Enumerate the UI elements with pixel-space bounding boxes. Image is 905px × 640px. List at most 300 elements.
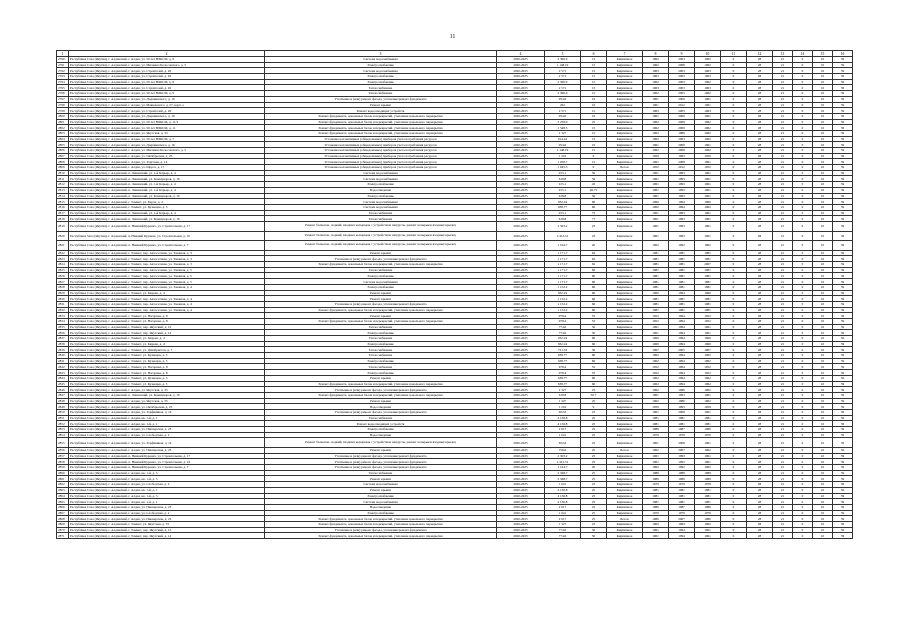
table-cell: 2834 <box>57 318 69 324</box>
table-cell: 774.6 <box>545 527 581 533</box>
table-cell: Теплоснабжение <box>265 336 497 342</box>
table-cell: 25 <box>581 521 607 527</box>
table-cell: 60 <box>581 375 607 381</box>
table-cell: Республика Саха (Якутия), г. Алданский, г. Алдан, кв. 1-й, д. 5 <box>69 476 265 482</box>
column-header: 5 <box>545 51 581 57</box>
table-cell: 28 <box>747 125 773 131</box>
table-cell: 59 <box>833 438 853 448</box>
table-cell: 2829 <box>57 290 69 296</box>
table-cell: 10 <box>813 521 833 527</box>
table-cell: 1961 <box>695 221 721 231</box>
table-cell: 0 <box>721 125 747 131</box>
table-cell: 21 <box>773 358 793 364</box>
table-row <box>57 221 853 231</box>
table-cell: 2020-2025 <box>497 136 545 142</box>
table-cell: 2808 <box>57 159 69 165</box>
table-cell: 2842 <box>57 364 69 370</box>
table-cell: Электроснабжение <box>265 79 497 85</box>
table-cell: 2854 <box>57 432 69 438</box>
table-cell: 618.8 <box>545 193 581 199</box>
table-cell: Республика Саха (Якутия), г. Алданский, г. Алдан, ул. Маяковского, д. 27, корп. а <box>69 102 265 108</box>
table-cell: 1993 <box>669 453 695 459</box>
table-cell: 59 <box>833 62 853 68</box>
table-cell: 28 <box>747 148 773 154</box>
table-cell: 1952 <box>643 318 669 324</box>
table-cell: 1952 <box>695 313 721 319</box>
table-cell: 0 <box>721 336 747 342</box>
table-cell: 19 <box>581 96 607 102</box>
table-cell: 2020-2025 <box>497 142 545 148</box>
table-cell: Ремонт крыши <box>265 487 497 493</box>
table-cell: 618.8 <box>545 392 581 398</box>
table-cell: 0 <box>793 476 813 482</box>
table-cell: 1981 <box>695 415 721 421</box>
table-cell: 28 <box>747 290 773 296</box>
table-cell: 2792 <box>57 68 69 74</box>
table-cell: Кирпичное <box>607 153 643 159</box>
table-cell: 1981 <box>695 273 721 279</box>
table-cell: 28 <box>747 415 773 421</box>
table-cell: Система водоснабжения <box>265 176 497 182</box>
table-cell: 21 <box>773 341 793 347</box>
table-cell: 28 <box>747 91 773 97</box>
table-cell: Система водоснабжения <box>265 68 497 74</box>
table-cell: 0 <box>721 199 747 205</box>
table-cell: 0 <box>793 465 813 471</box>
table-cell: Установка коллективных (общедомовых) приборов учета потребления ресурсов <box>265 159 497 165</box>
table-cell: 21 <box>773 279 793 285</box>
table-cell: Утепление и (или) ремонт фасада, утепление/ремонт фундамента <box>265 527 497 533</box>
table-cell: 1962 <box>695 398 721 404</box>
table-cell: 1993 <box>669 459 695 465</box>
table-cell: Водоотведение <box>265 504 497 510</box>
table-cell: 2020-2025 <box>497 296 545 302</box>
table-cell: Республика Саха (Якутия), г. Алданский, г. Томмот, ул. Кузнецов, д. 5 <box>69 353 265 359</box>
table-cell: 59 <box>833 216 853 222</box>
table-cell: 28 <box>747 136 773 142</box>
table-cell: 21 <box>773 125 793 131</box>
table-cell: 10 <box>813 250 833 256</box>
table-cell: 59 <box>833 318 853 324</box>
table-cell: 59 <box>833 113 853 119</box>
table-cell: 1962 <box>695 387 721 393</box>
table-cell: 59 <box>833 370 853 376</box>
table-cell: 21 <box>773 510 793 516</box>
table-cell: 21 <box>773 57 793 63</box>
table-cell: Бетон <box>607 165 643 171</box>
table-cell: Система водоснабжения <box>265 57 497 63</box>
table-cell: 2 017 <box>545 516 581 522</box>
table-cell: 2020-2025 <box>497 256 545 262</box>
table-cell: 1962 <box>643 387 669 393</box>
table-cell: Ремонт фундамента, цокольных балок и перекрытий, утепление цокольного перекрытия <box>265 262 497 268</box>
table-cell: 2850 <box>57 409 69 415</box>
table-cell: 28 <box>747 470 773 476</box>
table-cell: Система водоснабжения <box>265 170 497 176</box>
table-cell: 1994 <box>669 370 695 376</box>
table-cell: 1961 <box>643 159 669 165</box>
table-cell: Ремонт фундамента, цокольных балок и перекрытий, утепление цокольного перекрытия <box>265 119 497 125</box>
table-cell: 28 <box>747 421 773 427</box>
table-cell: 21 <box>773 347 793 353</box>
table-cell: 21 <box>773 193 793 199</box>
table-cell: 2 412.51 <box>545 231 581 241</box>
table-cell: 28 <box>747 324 773 330</box>
table-cell: 15 <box>581 74 607 80</box>
table-cell: 2 348.7 <box>545 470 581 476</box>
table-cell: 0 <box>793 273 813 279</box>
table-cell: 1961 <box>643 438 669 448</box>
table-cell: 15 <box>581 159 607 165</box>
table-cell: 10 <box>813 421 833 427</box>
table-cell: 2020-2025 <box>497 62 545 68</box>
table-cell: 59 <box>833 221 853 231</box>
table-cell: Кирпичное <box>607 187 643 193</box>
table-cell: 652.6 <box>545 438 581 448</box>
table-cell: Система водоснабжения <box>265 279 497 285</box>
table-cell: 978.4 <box>545 313 581 319</box>
table-cell: 1962 <box>643 353 669 359</box>
table-cell: 2851 <box>57 415 69 421</box>
table-cell: 1962 <box>643 204 669 210</box>
table-cell: 59 <box>833 448 853 454</box>
table-cell: 21 <box>773 142 793 148</box>
table-cell: 28 <box>747 330 773 336</box>
table-cell: 2 017 <box>545 504 581 510</box>
table-cell: 2852 <box>57 421 69 427</box>
table-cell: 0 <box>793 108 813 114</box>
table-cell: 10 <box>813 432 833 438</box>
table-cell: 2815 <box>57 199 69 205</box>
table-cell: 15 <box>581 108 607 114</box>
table-cell: 21 <box>773 91 793 97</box>
table-cell: 28 <box>747 336 773 342</box>
table-cell: 21 <box>773 453 793 459</box>
table-cell: Республика Саха (Якутия), г. Алданский, п. Нижний Куранах, ул. Строительная, д. 17 <box>69 221 265 231</box>
table-cell: 59 <box>833 153 853 159</box>
table-cell: 0 <box>793 415 813 421</box>
table-cell: 1994 <box>669 330 695 336</box>
table-body <box>57 51 853 539</box>
table-cell: 1 152.2 <box>545 307 581 313</box>
table-cell: 0 <box>721 387 747 393</box>
table-cell: 1 152.2 <box>545 296 581 302</box>
table-cell: 2840 <box>57 353 69 359</box>
table-cell: 28 <box>747 398 773 404</box>
table-cell: 0 <box>721 404 747 410</box>
table-cell: 59 <box>833 353 853 359</box>
table-cell: 2020-2025 <box>497 153 545 159</box>
table-cell: 2 571 <box>545 108 581 114</box>
table-cell: 10 <box>813 499 833 505</box>
table-cell: 2020-2025 <box>497 284 545 290</box>
table-cell: 21 <box>773 504 793 510</box>
table-cell: 19 <box>581 142 607 148</box>
table-cell: 2020-2025 <box>497 432 545 438</box>
table-cell: 28 <box>747 159 773 165</box>
table-cell: 60 <box>581 296 607 302</box>
table-cell: 1981 <box>669 250 695 256</box>
table-cell: Республика Саха (Якутия), г. Алданский, г. Томмот, пер. Автосетевая, ул. Таежная, д. 5 <box>69 273 265 279</box>
table-cell: 2003 <box>669 108 695 114</box>
table-cell: 1989 <box>695 470 721 476</box>
table-cell: Ремонт фундамента, цокольных балок и перекрытий, утепление цокольного перекрытия <box>265 307 497 313</box>
table-cell: 28 <box>747 521 773 527</box>
column-header: 16 <box>833 51 853 57</box>
table-cell: 1979 <box>695 482 721 488</box>
table-cell: 1952 <box>643 165 669 171</box>
table-cell: Республика Саха (Якутия), г. Алданский, г. Алдан, ул. Слободская, д. 2 <box>69 482 265 488</box>
table-cell: 1989 <box>695 476 721 482</box>
table-cell: 1 548.5 <box>545 125 581 131</box>
table-cell: Утепление и (или) ремонт фасада, утепление/ремонт фундамента <box>265 453 497 459</box>
table-cell: 60 <box>581 381 607 387</box>
table-cell: 0 <box>721 364 747 370</box>
table-cell: Кирпичное <box>607 136 643 142</box>
table-cell: 1989 <box>669 476 695 482</box>
table-cell: 28 <box>747 313 773 319</box>
table-cell: 21 <box>773 256 793 262</box>
table-cell: 2012 <box>669 165 695 171</box>
table-cell: 28 <box>747 427 773 433</box>
table-cell: 1994 <box>669 318 695 324</box>
table-cell: Кирпичное <box>607 204 643 210</box>
table-cell: 0 <box>721 62 747 68</box>
table-cell: 0 <box>793 142 813 148</box>
table-cell: 1962 <box>695 241 721 251</box>
table-cell: 2857 <box>57 453 69 459</box>
table-cell: 1 171.7 <box>545 279 581 285</box>
table-cell: 28 <box>747 301 773 307</box>
table-cell: 2008 <box>669 62 695 68</box>
table-cell: 0 <box>793 364 813 370</box>
table-cell: 0 <box>793 313 813 319</box>
table-cell: 4 136.8 <box>545 499 581 505</box>
table-cell: Кирпичное <box>607 341 643 347</box>
table-cell: Кирпичное <box>607 499 643 505</box>
table-cell: Теплоснабжение <box>265 353 497 359</box>
table-cell: 59 <box>833 453 853 459</box>
table-cell: 1986 <box>695 516 721 522</box>
table-cell: 2868 <box>57 516 69 522</box>
table-cell: 59 <box>833 182 853 188</box>
table-cell: 21 <box>773 136 793 142</box>
table-cell: 1992 <box>669 241 695 251</box>
table-cell: 10 <box>813 96 833 102</box>
table-cell: 1 152.2 <box>545 284 581 290</box>
table-cell: 638.77 <box>545 375 581 381</box>
table-cell: 2020-2025 <box>497 159 545 165</box>
table-cell: 21 <box>773 448 793 454</box>
table-cell: 28 <box>747 165 773 171</box>
table-cell: 55 <box>581 313 607 319</box>
table-cell: 25 <box>581 499 607 505</box>
table-cell: Электроснабжение <box>265 182 497 188</box>
table-cell: 10 <box>813 330 833 336</box>
table-cell: 2020-2025 <box>497 74 545 80</box>
table-cell: 2860 <box>57 470 69 476</box>
table-cell: 10 <box>813 136 833 142</box>
table-cell: 0 <box>793 459 813 465</box>
table-cell: 1962 <box>695 119 721 125</box>
table-cell: 954.6 <box>545 113 581 119</box>
table-cell: 10 <box>813 381 833 387</box>
table-cell: 10 <box>813 375 833 381</box>
table-cell: 0 <box>721 216 747 222</box>
table-cell: 59 <box>833 290 853 296</box>
table-cell: 1 148.19 <box>545 148 581 154</box>
table-cell: 1967 <box>695 347 721 353</box>
table-cell: 0 <box>793 256 813 262</box>
table-cell: 21 <box>773 499 793 505</box>
table-cell: 21 <box>773 415 793 421</box>
table-cell: 1959 <box>695 153 721 159</box>
table-cell: 0 <box>793 341 813 347</box>
table-cell: 2790 <box>57 57 69 63</box>
table-cell: Ремонт балконов, лоджий, входных козырьков с устройством пандусов, ремонт козырьков входных крылец <box>265 438 497 448</box>
table-cell: 2867 <box>57 510 69 516</box>
table-cell: 28 <box>747 499 773 505</box>
table-cell: Утепление и (или) ремонт фасада, утепление/ремонт фундамента <box>265 256 497 262</box>
table-cell: Кирпичное <box>607 459 643 465</box>
table-cell: 28 <box>747 307 773 313</box>
table-cell: Кирпичное <box>607 102 643 108</box>
table-cell: 2856 <box>57 448 69 454</box>
table-cell: 0 <box>721 465 747 471</box>
table-cell: 2020-2025 <box>497 364 545 370</box>
table-cell: 15 <box>581 125 607 131</box>
table-cell: 0 <box>793 231 813 241</box>
table-cell: 0 <box>721 510 747 516</box>
table-cell: 25 <box>581 398 607 404</box>
table-cell: 15 <box>581 79 607 85</box>
table-cell: 46.75 <box>581 187 607 193</box>
table-cell: Кирпичное <box>607 256 643 262</box>
table-cell: 1952 <box>643 370 669 376</box>
table-cell: 0 <box>721 68 747 74</box>
table-cell: 1 171.7 <box>545 256 581 262</box>
table-cell: 0 <box>721 290 747 296</box>
table-cell: 1962 <box>643 130 669 136</box>
table-cell: 2020-2025 <box>497 307 545 313</box>
table-cell: 2832 <box>57 307 69 313</box>
table-cell: 2007 <box>669 516 695 522</box>
table-cell: Теплоснабжение <box>265 470 497 476</box>
table-cell: 2797 <box>57 96 69 102</box>
table-cell: Утепление и (или) ремонт фасада, утепление/ремонт фундамента <box>265 387 497 393</box>
table-cell: 2837 <box>57 336 69 342</box>
table-cell: Республика Саха (Якутия), г. Алданский, г. Томмот, ул. Кузнецов, д. 5 <box>69 381 265 387</box>
table-cell: Республика Саха (Якутия), г. Алданский, п. Ленинский, ул. Коммунаров, д. 16 <box>69 176 265 182</box>
table-cell: 932.24 <box>545 336 581 342</box>
table-cell: 1981 <box>695 267 721 273</box>
table-cell: Кирпичное <box>607 438 643 448</box>
table-cell: 2 571 <box>545 68 581 74</box>
table-cell: 1961 <box>695 187 721 193</box>
table-cell: Кирпичное <box>607 370 643 376</box>
table-cell: 21 <box>773 493 793 499</box>
table-cell: Республика Саха (Якутия), г. Алданский, г. Алдан, ул. Дзержинского, д. 16 <box>69 142 265 148</box>
table-cell: 25 <box>581 459 607 465</box>
table-cell: 0 <box>721 148 747 154</box>
table-cell: 1981 <box>695 250 721 256</box>
table-cell: 25 <box>581 427 607 433</box>
table-cell: 0 <box>721 330 747 336</box>
table-cell: 21 <box>773 96 793 102</box>
table-cell: 28 <box>747 504 773 510</box>
table-cell: 28 <box>747 96 773 102</box>
table-cell: 10 <box>813 487 833 493</box>
table-cell: 10 <box>813 256 833 262</box>
table-cell: 1979 <box>669 482 695 488</box>
table-cell: Бетон <box>607 448 643 454</box>
table-cell: 1963 <box>643 68 669 74</box>
table-cell: 10 <box>813 210 833 216</box>
table-cell: Республика Саха (Якутия), г. Алданский, п. Ленинский, ул. Коммунаров, д. 16 <box>69 193 265 199</box>
table-cell: 2817 <box>57 210 69 216</box>
table-cell: 10 <box>813 347 833 353</box>
table-cell: 0 <box>793 324 813 330</box>
table-cell: 2003 <box>669 68 695 74</box>
table-cell: 2020-2025 <box>497 375 545 381</box>
table-cell: 1961 <box>643 527 669 533</box>
table-cell: 0 <box>721 170 747 176</box>
table-cell: 10 <box>813 482 833 488</box>
table-cell: 1989 <box>643 476 669 482</box>
table-cell: 1979 <box>643 482 669 488</box>
table-cell: Кирпичное <box>607 170 643 176</box>
table-cell: 1986 <box>669 398 695 404</box>
table-cell: 59 <box>833 256 853 262</box>
table-cell: 2020-2025 <box>497 318 545 324</box>
table-cell: Бетон <box>607 516 643 522</box>
table-cell: 45 <box>581 182 607 188</box>
table-cell: 21 <box>773 527 793 533</box>
table-cell: 0 <box>721 318 747 324</box>
table-cell: 28 <box>747 387 773 393</box>
table-cell: 0 <box>793 301 813 307</box>
table-cell: 0 <box>793 96 813 102</box>
table-cell: 1962 <box>643 62 669 68</box>
table-cell: 1 216 <box>545 404 581 410</box>
table-cell: 1979 <box>695 432 721 438</box>
table-cell: 1962 <box>643 465 669 471</box>
table-cell: Республика Саха (Якутия), г. Алданский, г. Алдан, кв. 1-й, д. 5 <box>69 470 265 476</box>
table-cell: 1961 <box>695 453 721 459</box>
table-cell: Республика Саха (Якутия), г. Алданский, г. Алдан, ул. 50 лет ВЛКСМ, д. 7 <box>69 136 265 142</box>
table-cell: 1961 <box>643 187 669 193</box>
table-cell: 59 <box>833 204 853 210</box>
table-cell: 2020-2025 <box>497 313 545 319</box>
table-cell: Республика Саха (Якутия), г. Алданский, г. Алдан, ул. Торговая, д. 14 <box>69 159 265 165</box>
table-cell: 0 <box>721 516 747 522</box>
table-cell: 1989 <box>669 470 695 476</box>
table-cell: 2020-2025 <box>497 262 545 268</box>
table-cell: 0 <box>721 533 747 539</box>
table-cell: 28 <box>747 284 773 290</box>
table-cell: 21 <box>773 392 793 398</box>
table-cell: 10 <box>813 182 833 188</box>
table-cell: 0 <box>721 250 747 256</box>
table-cell: Кирпичное <box>607 381 643 387</box>
table-cell: 1981 <box>669 273 695 279</box>
table-cell: Электроснабжение <box>265 273 497 279</box>
table-cell: Республика Саха (Якутия), г. Алданский, г. Алдан, ул. Слободская, д. 2 <box>69 432 265 438</box>
table-cell: Кирпичное <box>607 330 643 336</box>
table-cell: Кирпичное <box>607 353 643 359</box>
table-cell: 28 <box>747 113 773 119</box>
table-cell: 1 171.7 <box>545 267 581 273</box>
